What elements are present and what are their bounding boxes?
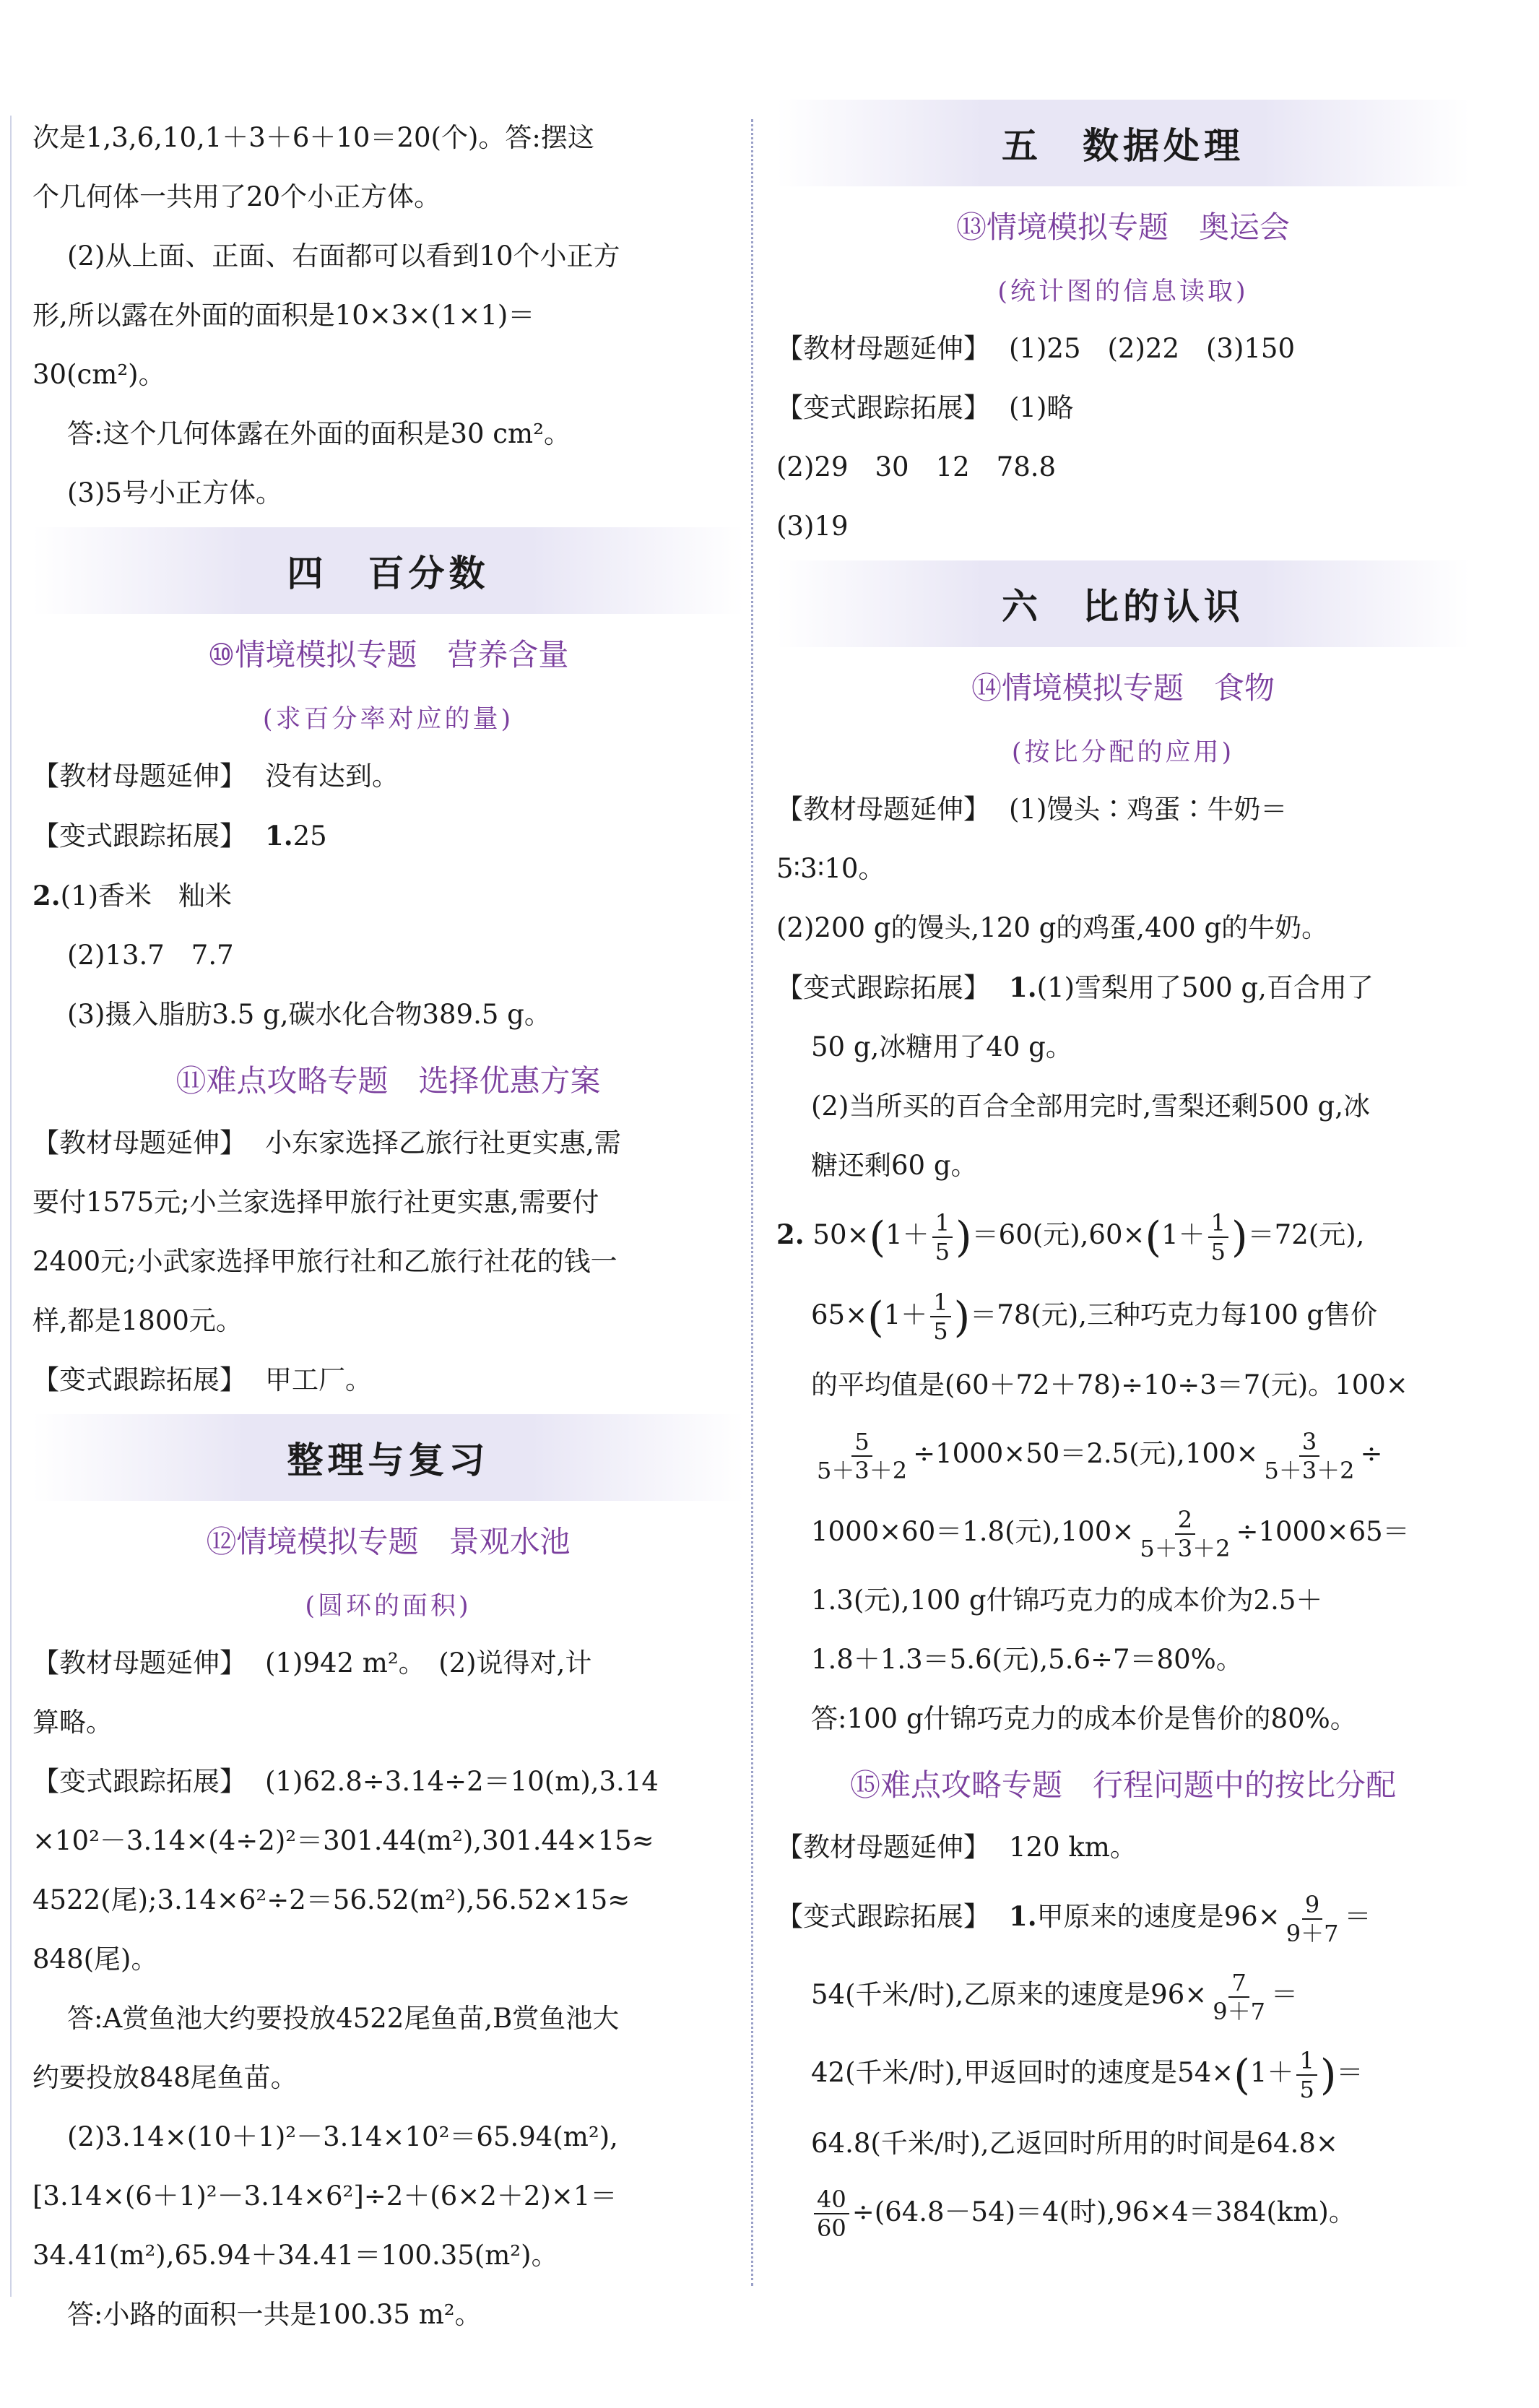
numerator: 3	[1299, 1428, 1319, 1457]
fraction	[814, 2186, 849, 2242]
paren: )	[1231, 1212, 1248, 1262]
answer-text: (1)馒头∶鸡蛋∶牛奶＝	[1009, 794, 1288, 825]
left-column	[32, 108, 744, 2344]
denominator: 60	[817, 2214, 846, 2242]
text-line: (2)200 g的馒头,120 g的鸡蛋,400 g的牛奶。	[776, 912, 1329, 943]
answer-line	[32, 1752, 744, 1811]
paren: )	[953, 1292, 971, 1341]
text-line: 糖还剩60 g。	[811, 1150, 978, 1181]
text-line: 答:100 g什锦巧克力的成本价是售价的80%。	[811, 1703, 1357, 1734]
fraction	[932, 1209, 953, 1265]
answer-text: 甲工厂。	[265, 1364, 372, 1395]
formula-text: ÷(64.8－54)＝4(时),96×4＝384(km)。	[851, 2196, 1356, 2227]
paren: (	[867, 1292, 884, 1341]
formula-line	[776, 1956, 1470, 2034]
formula-line	[776, 2173, 1470, 2251]
fraction	[1296, 2047, 1317, 2103]
formula-text: 甲原来的速度是96×	[1036, 1901, 1280, 1932]
text-line: 的平均值是(60＋72＋78)÷10÷3＝7(元)。100×	[811, 1369, 1408, 1400]
topic-heading-11: ⑪难点攻略专题 选择优惠方案	[175, 1063, 601, 1099]
answer-text: (1)942 m²。 (2)说得对,计	[265, 1647, 592, 1679]
text-line: 1.8＋1.3＝5.6(元),5.6÷7＝80%。	[811, 1644, 1243, 1675]
formula-line	[776, 1493, 1470, 1571]
section-label: 【变式跟踪拓展】	[32, 820, 246, 852]
chapter-heading-5: 五 数据处理	[776, 100, 1470, 186]
denominator: 5＋3＋2	[1140, 1534, 1231, 1562]
item-number: 2.	[32, 880, 61, 911]
text-line: 1.3(元),100 g什锦巧克力的成本价为2.5＋	[811, 1585, 1323, 1616]
text-line: 848(尾)。	[32, 1944, 158, 1975]
text-line: (2)从上面、正面、右面都可以看到10个小正方	[67, 241, 620, 272]
text-line: (3)19	[776, 511, 849, 542]
text-line: (2)3.14×(10＋1)²－3.14×10²＝65.94(m²),	[67, 2121, 618, 2152]
text-line: 形,所以露在外面的面积是10×3×(1×1)＝	[32, 300, 535, 331]
numerator: 1	[1296, 2047, 1317, 2076]
answer-line	[32, 806, 744, 866]
paren: )	[1319, 2050, 1337, 2100]
denominator: 5	[933, 1317, 948, 1345]
answer-line	[32, 1634, 744, 1693]
formula-text: ÷1000×65＝	[1236, 1516, 1410, 1547]
formula-text: 65×	[811, 1299, 868, 1330]
section-label: 【变式跟踪拓展】	[776, 1901, 990, 1932]
text-line: 4522(尾);3.14×6²÷2＝56.52(m²),56.52×15≈	[32, 1884, 630, 1915]
formula-line	[776, 2034, 1470, 2114]
paren: (	[1234, 2050, 1250, 2100]
formula-text: ＝72(元),	[1247, 1219, 1365, 1250]
denominator: 5	[1210, 1237, 1226, 1265]
item-number: 2.	[776, 1218, 805, 1250]
item-number: 1.	[1009, 1900, 1037, 1932]
formula-text: 1＋	[883, 1299, 928, 1330]
numerator: 40	[814, 2186, 849, 2214]
formula-text: ÷	[1360, 1438, 1383, 1469]
answer-line	[776, 319, 1470, 378]
text-line: 算略。	[32, 1707, 113, 1738]
text-line: 答:小路的面积一共是100.35 m²。	[67, 2299, 482, 2330]
text-line: 答:A赏鱼池大约要投放4522尾鱼苗,B赏鱼池大	[67, 2003, 620, 2034]
text-line: (2)当所买的百合全部用完时,雪梨还剩500 g,冰	[811, 1091, 1370, 1122]
text-line: 30(cm²)。	[32, 359, 165, 390]
text-line: 34.41(m²),65.94＋34.41＝100.35(m²)。	[32, 2240, 558, 2271]
section-label: 【变式跟踪拓展】	[776, 972, 990, 1003]
answer-line	[776, 1818, 1470, 1877]
topic-subtitle-14: (按比分配的应用)	[1011, 738, 1235, 767]
paren: (	[1145, 1212, 1162, 1262]
fraction	[1208, 1209, 1228, 1265]
text-line: (2)29 30 12 78.8	[776, 451, 1057, 482]
formula-line	[776, 1877, 1470, 1956]
section-label: 【教材母题延伸】	[776, 1832, 990, 1863]
paren: (	[869, 1212, 886, 1262]
text-line: (2)13.7 7.7	[67, 940, 234, 971]
text-line: ×10²－3.14×(4÷2)²＝301.44(m²),301.44×15≈	[32, 1825, 654, 1856]
fraction	[1137, 1506, 1233, 1562]
answer-text: 没有达到。	[265, 761, 399, 792]
text-line: 个几何体一共用了20个小正方体。	[32, 181, 441, 212]
topic-heading-14: ⑭情境模拟专题 食物	[971, 670, 1275, 706]
denominator: 5＋3＋2	[1264, 1456, 1355, 1484]
answer-text: 25	[292, 820, 327, 852]
formula-text: 1＋	[1249, 2057, 1294, 2088]
answer-line	[32, 1114, 744, 1173]
denominator: 5	[1299, 2075, 1314, 2103]
numerator: 1	[930, 1289, 950, 1317]
denominator: 5	[935, 1237, 950, 1265]
formula-text: ÷1000×50＝2.5(元),100×	[913, 1438, 1259, 1469]
text-line: [3.14×(6＋1)²－3.14×6²]÷2＋(6×2＋2)×1＝	[32, 2180, 617, 2212]
formula-text: 50×	[812, 1219, 870, 1250]
answer-line	[32, 747, 744, 806]
answer-text: 120 km。	[1009, 1832, 1137, 1863]
chapter-heading-review: 整理与复习	[32, 1414, 744, 1501]
text-line: 5∶3∶10。	[776, 853, 885, 884]
text-line: 约要投放848尾鱼苗。	[32, 2062, 298, 2093]
formula-text: 42(千米/时),甲返回时的速度是54×	[811, 2057, 1234, 2088]
item-number: 1.	[265, 820, 293, 852]
denominator: 9＋7	[1286, 1919, 1339, 1947]
topic-heading-15: ⑮难点攻略专题 行程问题中的按比分配	[849, 1767, 1396, 1803]
answer-line	[776, 780, 1470, 839]
section-label: 【变式跟踪拓展】	[32, 1766, 246, 1797]
text-line: 样,都是1800元。	[32, 1305, 243, 1336]
denominator: 5＋3＋2	[817, 1456, 908, 1484]
answer-line	[776, 378, 1470, 438]
formula-text: 1000×60＝1.8(元),100×	[811, 1516, 1135, 1547]
section-label: 【教材母题延伸】	[32, 1127, 246, 1158]
fraction	[1261, 1428, 1357, 1484]
topic-subtitle-12: (圆环的面积)	[305, 1592, 472, 1621]
formula-text: ＝	[1344, 1901, 1371, 1932]
paren: )	[955, 1212, 972, 1262]
fraction	[930, 1289, 950, 1345]
formula-text: 1＋	[1161, 1219, 1205, 1250]
formula-text: ＝	[1271, 1979, 1298, 2010]
answer-line	[32, 1351, 744, 1410]
section-label: 【教材母题延伸】	[776, 794, 990, 825]
section-label: 【教材母题延伸】	[32, 761, 246, 792]
formula-text: 1＋	[885, 1219, 929, 1250]
text-line: 答:这个几何体露在外面的面积是30 cm²。	[67, 418, 571, 449]
column-divider	[751, 119, 753, 2286]
answer-text: (1)香米 籼米	[60, 880, 233, 911]
text-line: 要付1575元;小兰家选择甲旅行社更实惠,需要付	[32, 1187, 599, 1218]
numerator: 9	[1302, 1891, 1322, 1920]
section-label: 【变式跟踪拓展】	[32, 1364, 246, 1395]
text-line: 次是1,3,6,10,1＋3＋6＋10＝20(个)。答:摆这	[32, 122, 594, 153]
topic-subtitle-13: (统计图的信息读取)	[997, 277, 1249, 306]
section-label: 【教材母题延伸】	[32, 1647, 246, 1679]
page-edge-line	[10, 116, 12, 2297]
fraction	[814, 1428, 910, 1484]
answer-line	[776, 958, 1470, 1018]
numerator: 1	[932, 1209, 953, 1238]
formula-line	[776, 1415, 1470, 1493]
answer-text: (1)25 (2)22 (3)150	[1009, 333, 1296, 364]
answer-text: 小东家选择乙旅行社更实惠,需	[265, 1127, 621, 1158]
topic-heading-12: ⑫情境模拟专题 景观水池	[206, 1524, 571, 1559]
topic-heading-10: ⑩情境模拟专题 营养含量	[207, 637, 569, 672]
numerator: 2	[1175, 1506, 1195, 1535]
fraction	[1283, 1891, 1342, 1947]
topic-heading-13: ⑬情境模拟专题 奥运会	[955, 209, 1290, 245]
answer-text: (1)略	[1009, 392, 1074, 423]
numerator: 1	[1208, 1209, 1228, 1238]
answer-line	[32, 866, 744, 926]
formula-text: ＝	[1336, 2057, 1364, 2088]
chapter-heading-6: 六 比的认识	[776, 560, 1470, 647]
text-line: 64.8(千米/时),乙返回时所用的时间是64.8×	[811, 2127, 1338, 2159]
topic-subtitle-10: (求百分率对应的量)	[262, 705, 514, 734]
section-label: 【教材母题延伸】	[776, 333, 990, 364]
numerator: 7	[1228, 1969, 1249, 1998]
formula-text: ＝60(元),60×	[971, 1219, 1145, 1250]
numerator: 5	[851, 1428, 872, 1457]
formula-line	[776, 1195, 1470, 1276]
formula-text: ＝78(元),三种巧克力每100 g售价	[970, 1299, 1378, 1330]
denominator: 9＋7	[1213, 1997, 1265, 2025]
chapter-heading-4: 四 百分数	[32, 527, 744, 614]
formula-line	[776, 1276, 1470, 1356]
text-line: 2400元;小武家选择甲旅行社和乙旅行社花的钱一	[32, 1246, 617, 1277]
answer-text: (1)雪梨用了500 g,百合用了	[1036, 972, 1374, 1003]
formula-text: 54(千米/时),乙原来的速度是96×	[811, 1979, 1208, 2010]
fraction	[1210, 1969, 1268, 2025]
text-line: (3)5号小正方体。	[67, 477, 282, 508]
section-label: 【变式跟踪拓展】	[776, 392, 990, 423]
text-line: 50 g,冰糖用了40 g。	[811, 1031, 1072, 1062]
right-column	[776, 95, 1470, 2251]
answer-text: (1)62.8÷3.14÷2＝10(m),3.14	[265, 1766, 659, 1797]
item-number: 1.	[1009, 971, 1037, 1003]
text-line: (3)摄入脂肪3.5 g,碳水化合物389.5 g。	[67, 999, 551, 1030]
